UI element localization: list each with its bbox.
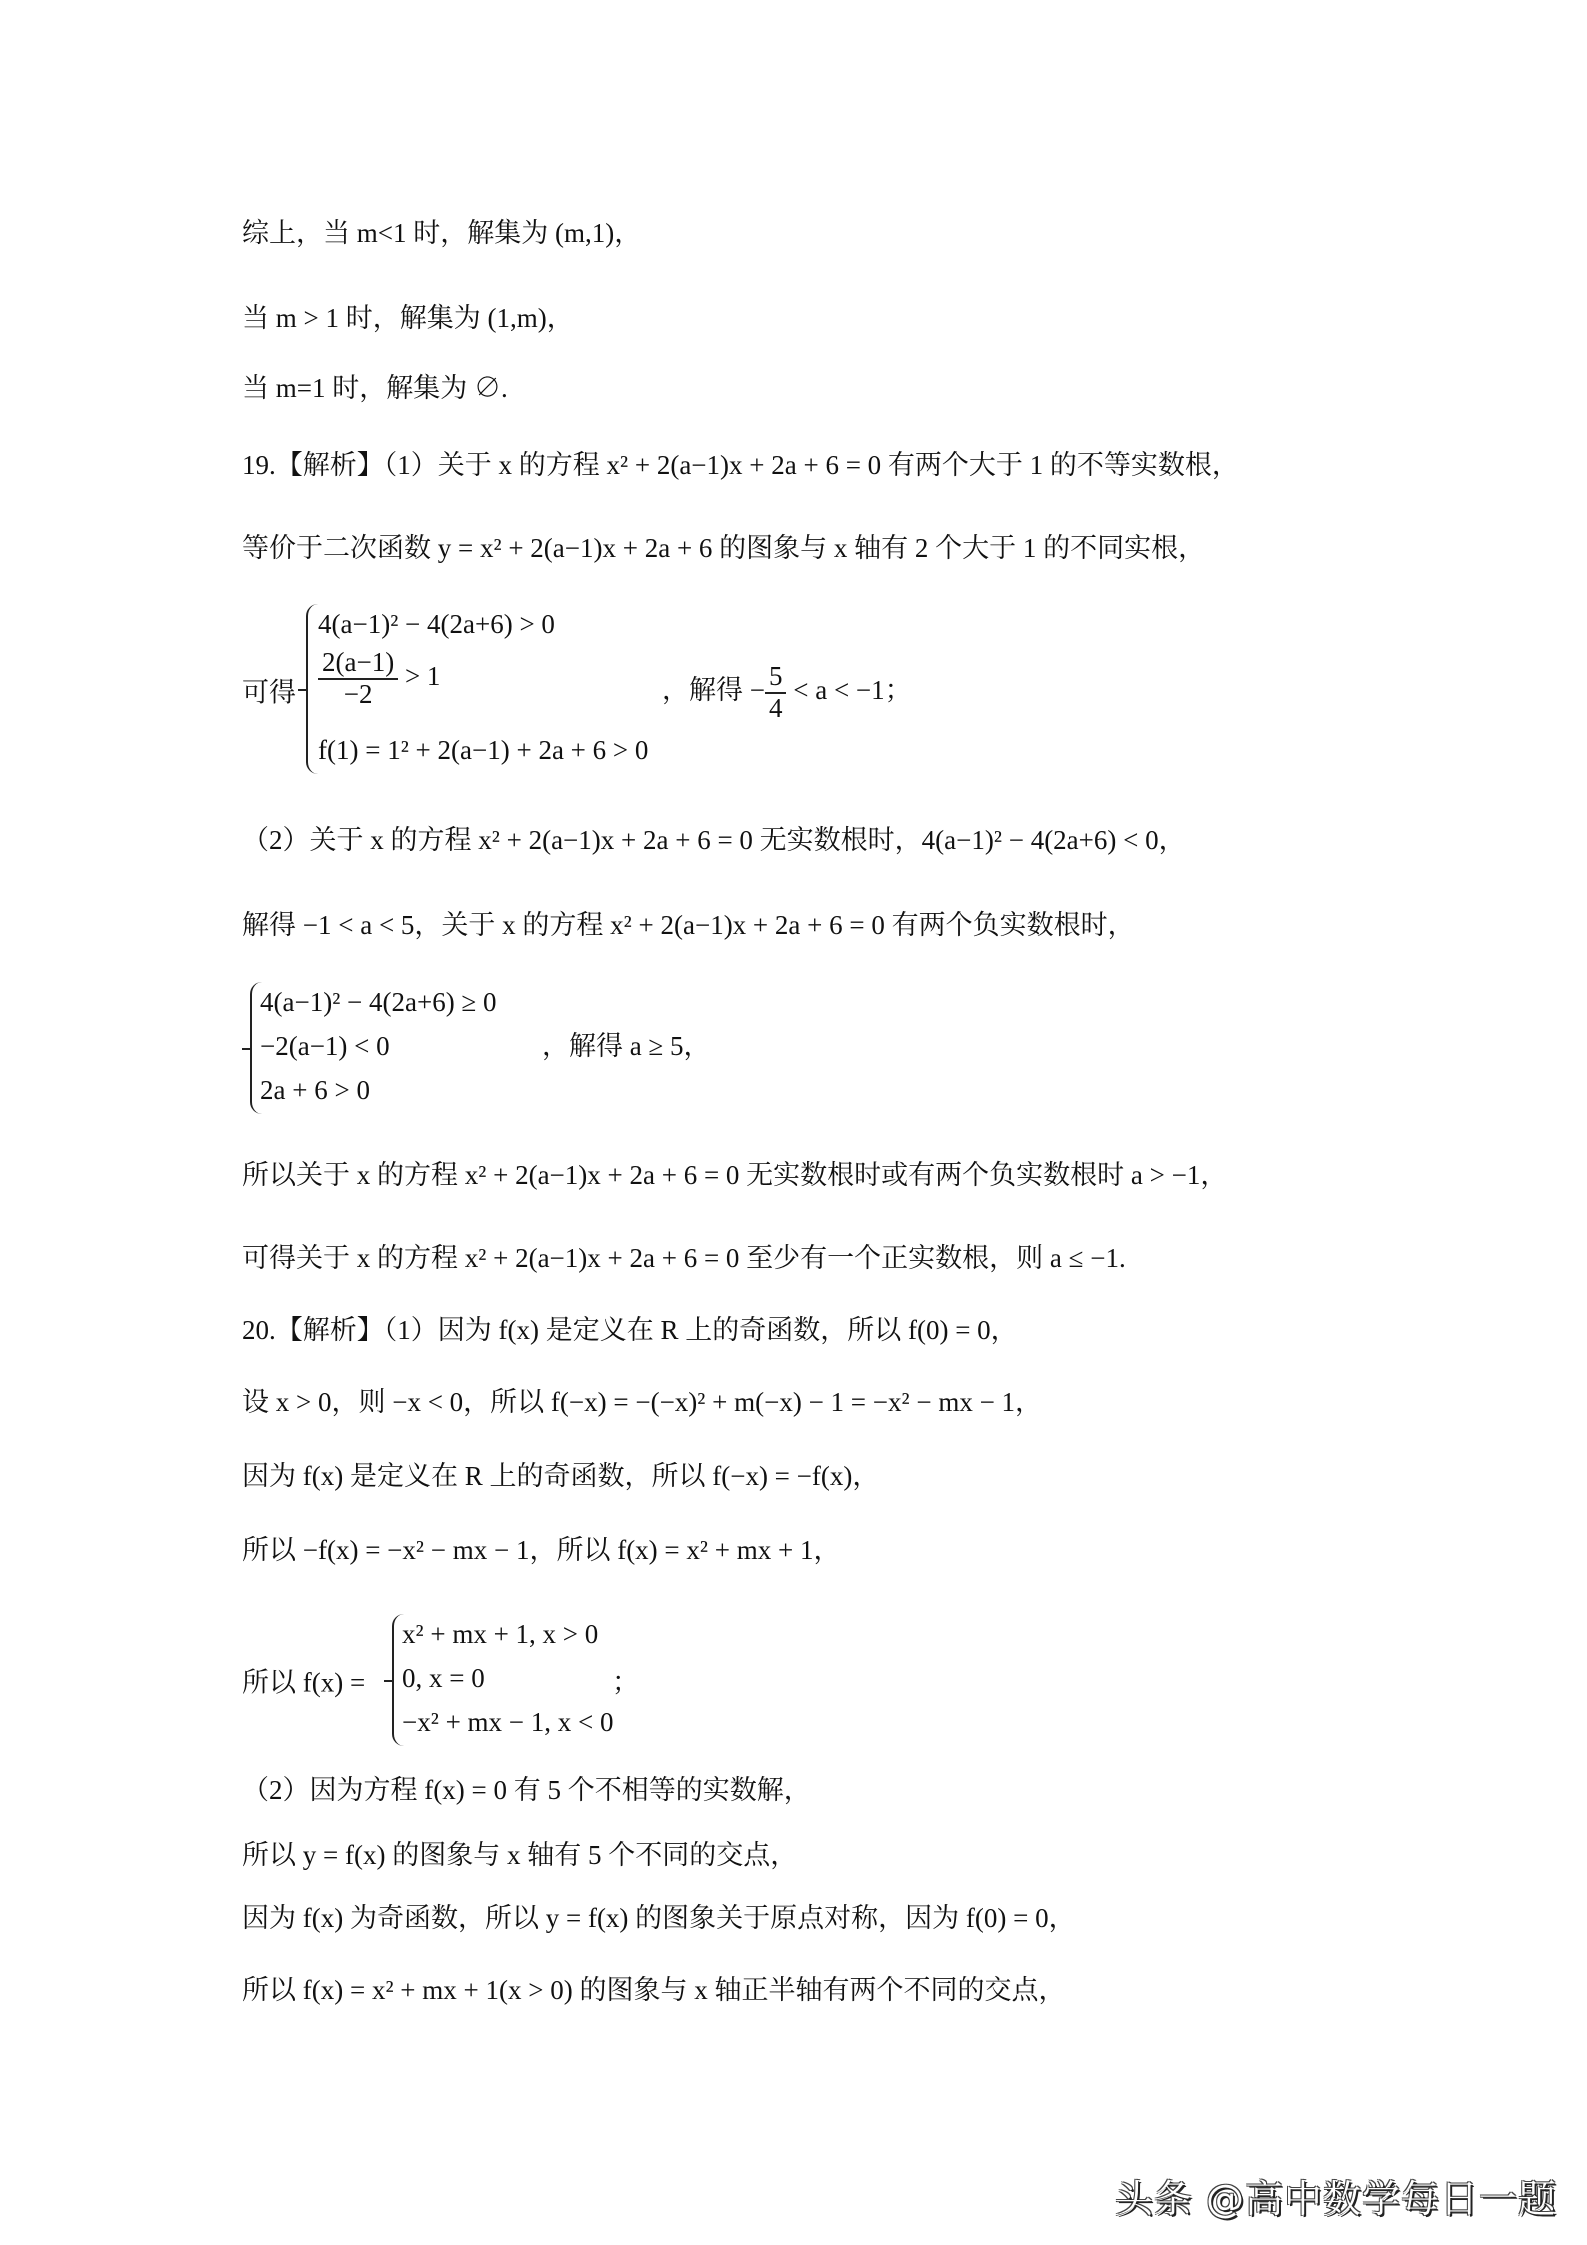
system-result: ，解得 − $\frac{5}{4}$ < a < −1； <box>662 661 912 723</box>
text-line: 所以 y = f(x) 的图象与 x 轴有 5 个不同的交点， <box>242 1840 798 1870</box>
problem-20-heading: 20.【解析】（1）因为 f(x) 是定义在 R 上的奇函数，所以 f(0) = 0， <box>242 1315 1018 1345</box>
piecewise-row: −x² + mx − 1, x < 0 <box>402 1707 614 1737</box>
text-line: 可得关于 x 的方程 x² + 2(a−1)x + 2a + 6 = 0 至少有一个正实数根，则 a ≤ −1. <box>242 1243 1126 1273</box>
system-rows <box>318 602 648 772</box>
text-line: 综上，当 m<1 时，解集为 (m,1)， <box>242 218 642 248</box>
equation-system-1 <box>242 600 1242 780</box>
fraction: $\frac{2(a-1)}{-2}$ <box>318 648 398 709</box>
text-line: 所以 −f(x) = −x² − mx − 1，所以 f(x) = x² + mx + 1， <box>242 1535 841 1565</box>
text-line: 所以 f(x) = x² + mx + 1(x > 0) 的图象与 x 轴正半轴有两个不同的交点， <box>242 1975 1066 2005</box>
system-row: 4(a−1)² − 4(2a+6) > 0 <box>318 609 555 639</box>
text-line: （2）因为方程 f(x) = 0 有 5 个不相等的实数解， <box>242 1775 811 1805</box>
system-row-fraction: $\frac{2(a-1)}{-2}$ > 1 <box>318 646 648 728</box>
system-row: 4(a−1)² − 4(2a+6) ≥ 0 <box>260 987 497 1017</box>
fraction: $\frac{5}{4}$ <box>765 662 787 723</box>
piecewise-tail: ； <box>612 1667 639 1697</box>
text-line: 当 m > 1 时，解集为 (1,m)， <box>242 303 574 333</box>
watermark: 头条 @高中数学每日一题 <box>1114 2177 1557 2221</box>
text-line: 因为 f(x) 为奇函数，所以 y = f(x) 的图象关于原点对称，因为 f(0) = 0， <box>242 1903 1076 1933</box>
equation-system-2 <box>242 978 1042 1118</box>
piecewise-row: 0, x = 0 <box>402 1663 485 1693</box>
text-line: 解得 −1 < a < 5，关于 x 的方程 x² + 2(a−1)x + 2a + 6 = 0 有两个负实数根时， <box>242 910 1135 940</box>
system-row: f(1) = 1² + 2(a−1) + 2a + 6 > 0 <box>318 735 649 765</box>
text-line: 因为 f(x) 是定义在 R 上的奇函数，所以 f(−x) = −f(x)， <box>242 1461 880 1491</box>
text-line: 等价于二次函数 y = x² + 2(a−1)x + 2a + 6 的图象与 x 轴有 2 个大于 1 的不同实根， <box>242 533 1206 563</box>
text-line: （2）关于 x 的方程 x² + 2(a−1)x + 2a + 6 = 0 无实数根时，4(a−1)² − 4(2a+6) < 0， <box>242 825 1186 855</box>
piecewise-lead: 所以 f(x) = <box>242 1667 366 1698</box>
system-row: 2a + 6 > 0 <box>260 1075 370 1105</box>
piecewise-rows <box>402 1612 614 1744</box>
system-rows <box>260 980 497 1112</box>
piecewise-function <box>242 1610 1042 1750</box>
system-result: ，解得 a ≥ 5， <box>542 1031 711 1061</box>
text-line: 设 x > 0，则 −x < 0，所以 f(−x) = −(−x)² + m(−x) − 1 = −x² − mx − 1， <box>242 1387 1043 1417</box>
problem-19-heading: 19.【解析】（1）关于 x 的方程 x² + 2(a−1)x + 2a + 6 = 0 有两个大于 1 的不等实数根， <box>242 450 1239 480</box>
text-line: 当 m=1 时，解集为 ∅. <box>242 373 508 403</box>
system-lead: 可得 <box>242 677 296 708</box>
piecewise-row: x² + mx + 1, x > 0 <box>402 1619 599 1649</box>
system-row: −2(a−1) < 0 <box>260 1031 390 1061</box>
left-brace <box>306 604 318 774</box>
text-line: 所以关于 x 的方程 x² + 2(a−1)x + 2a + 6 = 0 无实数根时或有两个负实数根时 a > −1， <box>242 1160 1228 1190</box>
